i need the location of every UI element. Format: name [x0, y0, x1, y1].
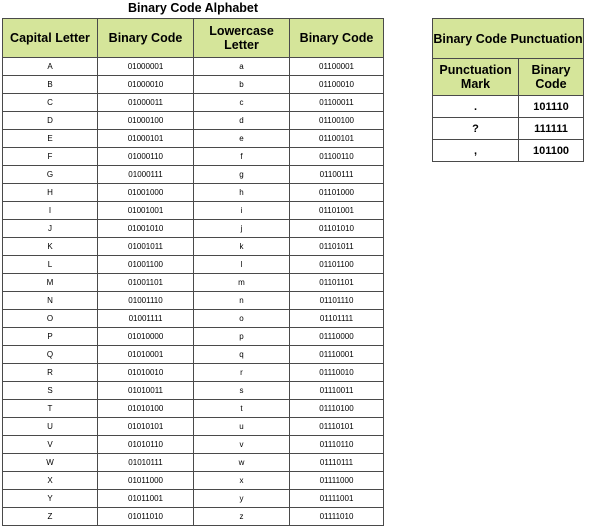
lowercase-letter-cell: r [194, 364, 290, 382]
table-row [3, 76, 384, 94]
table-row [3, 220, 384, 238]
lowercase-letter-cell: u [194, 418, 290, 436]
lowercase-letter-cell: v [194, 436, 290, 454]
table-row [3, 472, 384, 490]
binary-alphabet-table [2, 18, 384, 526]
table-row [3, 508, 384, 526]
lowercase-letter-cell: i [194, 202, 290, 220]
capital-binary-cell: 01011010 [98, 508, 194, 526]
header-punctuation-mark: Punctuation Mark [433, 59, 519, 96]
table-row [3, 436, 384, 454]
capital-binary-cell: 01000110 [98, 148, 194, 166]
lowercase-binary-cell: 01100001 [290, 58, 384, 76]
capital-binary-cell: 01010100 [98, 400, 194, 418]
capital-binary-cell: 01001011 [98, 238, 194, 256]
lowercase-letter-cell: h [194, 184, 290, 202]
capital-binary-cell: 01001010 [98, 220, 194, 238]
capital-binary-cell: 01000101 [98, 130, 194, 148]
lowercase-binary-cell: 01110010 [290, 364, 384, 382]
lowercase-letter-cell: t [194, 400, 290, 418]
table-row [3, 166, 384, 184]
lowercase-letter-cell: a [194, 58, 290, 76]
punctuation-mark-cell: ? [433, 118, 519, 140]
lowercase-letter-cell: o [194, 310, 290, 328]
capital-binary-cell: 01010011 [98, 382, 194, 400]
table-row [3, 346, 384, 364]
capital-letter-cell: C [3, 94, 98, 112]
punctuation-table-body [433, 96, 584, 162]
capital-binary-cell: 01000011 [98, 94, 194, 112]
lowercase-binary-cell: 01100011 [290, 94, 384, 112]
table-row [3, 418, 384, 436]
capital-letter-cell: K [3, 238, 98, 256]
lowercase-letter-cell: w [194, 454, 290, 472]
capital-binary-cell: 01010101 [98, 418, 194, 436]
table-row [3, 274, 384, 292]
punctuation-mark-cell: , [433, 140, 519, 162]
capital-binary-cell: 01000001 [98, 58, 194, 76]
lowercase-letter-cell: m [194, 274, 290, 292]
capital-binary-cell: 01001110 [98, 292, 194, 310]
lowercase-letter-cell: l [194, 256, 290, 274]
capital-letter-cell: Y [3, 490, 98, 508]
lowercase-letter-cell: b [194, 76, 290, 94]
punctuation-mark-cell: . [433, 96, 519, 118]
capital-binary-cell: 01000100 [98, 112, 194, 130]
lowercase-binary-cell: 01100100 [290, 112, 384, 130]
table-row [3, 184, 384, 202]
lowercase-binary-cell: 01110100 [290, 400, 384, 418]
capital-binary-cell: 01010110 [98, 436, 194, 454]
lowercase-letter-cell: s [194, 382, 290, 400]
capital-letter-cell: S [3, 382, 98, 400]
table-row [3, 328, 384, 346]
table-row [3, 454, 384, 472]
table-row [433, 140, 584, 162]
lowercase-letter-cell: j [194, 220, 290, 238]
lowercase-binary-cell: 01101010 [290, 220, 384, 238]
lowercase-letter-cell: e [194, 130, 290, 148]
capital-letter-cell: W [3, 454, 98, 472]
lowercase-letter-cell: x [194, 472, 290, 490]
table-row [433, 96, 584, 118]
lowercase-binary-cell: 01110001 [290, 346, 384, 364]
capital-letter-cell: Z [3, 508, 98, 526]
table-row [3, 130, 384, 148]
capital-letter-cell: H [3, 184, 98, 202]
lowercase-binary-cell: 01101011 [290, 238, 384, 256]
table-row [3, 148, 384, 166]
capital-binary-cell: 01011001 [98, 490, 194, 508]
capital-binary-cell: 01001000 [98, 184, 194, 202]
capital-binary-cell: 01010010 [98, 364, 194, 382]
capital-letter-cell: G [3, 166, 98, 184]
punctuation-title: Binary Code Punctuation [433, 19, 584, 59]
lowercase-binary-cell: 01101001 [290, 202, 384, 220]
capital-binary-cell: 01010001 [98, 346, 194, 364]
capital-letter-cell: T [3, 400, 98, 418]
capital-binary-cell: 01001101 [98, 274, 194, 292]
lowercase-binary-cell: 01101110 [290, 292, 384, 310]
lowercase-binary-cell: 01110011 [290, 382, 384, 400]
alphabet-title: Binary Code Alphabet [127, 1, 259, 15]
table-row [3, 238, 384, 256]
lowercase-letter-cell: k [194, 238, 290, 256]
lowercase-binary-cell: 01101101 [290, 274, 384, 292]
lowercase-binary-cell: 01110111 [290, 454, 384, 472]
capital-letter-cell: F [3, 148, 98, 166]
header-binary-code: Binary Code [98, 19, 194, 58]
capital-letter-cell: R [3, 364, 98, 382]
punctuation-binary-cell: 101100 [519, 140, 584, 162]
capital-letter-cell: E [3, 130, 98, 148]
punctuation-binary-cell: 111111 [519, 118, 584, 140]
table-row [433, 118, 584, 140]
capital-letter-cell: B [3, 76, 98, 94]
capital-letter-cell: O [3, 310, 98, 328]
table-row [3, 292, 384, 310]
lowercase-binary-cell: 01110101 [290, 418, 384, 436]
capital-letter-cell: D [3, 112, 98, 130]
lowercase-letter-cell: f [194, 148, 290, 166]
capital-binary-cell: 01011000 [98, 472, 194, 490]
header-binary-code: Binary Code [519, 59, 584, 96]
capital-binary-cell: 01010111 [98, 454, 194, 472]
lowercase-binary-cell: 01111001 [290, 490, 384, 508]
capital-binary-cell: 01001111 [98, 310, 194, 328]
capital-binary-cell: 01001001 [98, 202, 194, 220]
lowercase-binary-cell: 01110110 [290, 436, 384, 454]
capital-binary-cell: 01000010 [98, 76, 194, 94]
capital-letter-cell: A [3, 58, 98, 76]
lowercase-letter-cell: n [194, 292, 290, 310]
lowercase-letter-cell: z [194, 508, 290, 526]
lowercase-binary-cell: 01100110 [290, 148, 384, 166]
capital-letter-cell: M [3, 274, 98, 292]
header-binary-code: Binary Code [290, 19, 384, 58]
lowercase-binary-cell: 01101100 [290, 256, 384, 274]
lowercase-binary-cell: 01111010 [290, 508, 384, 526]
table-row [3, 400, 384, 418]
table-row [3, 94, 384, 112]
capital-letter-cell: P [3, 328, 98, 346]
lowercase-letter-cell: c [194, 94, 290, 112]
table-row [3, 58, 384, 76]
alphabet-table-body [3, 58, 384, 526]
capital-letter-cell: I [3, 202, 98, 220]
capital-letter-cell: Q [3, 346, 98, 364]
capital-letter-cell: N [3, 292, 98, 310]
table-row [3, 202, 384, 220]
lowercase-letter-cell: y [194, 490, 290, 508]
lowercase-letter-cell: p [194, 328, 290, 346]
table-row [3, 310, 384, 328]
capital-letter-cell: L [3, 256, 98, 274]
lowercase-binary-cell: 01100010 [290, 76, 384, 94]
table-row [3, 382, 384, 400]
table-row [3, 112, 384, 130]
lowercase-binary-cell: 01111000 [290, 472, 384, 490]
capital-letter-cell: U [3, 418, 98, 436]
capital-binary-cell: 01010000 [98, 328, 194, 346]
capital-letter-cell: X [3, 472, 98, 490]
lowercase-binary-cell: 01101000 [290, 184, 384, 202]
table-row [3, 364, 384, 382]
lowercase-binary-cell: 01101111 [290, 310, 384, 328]
lowercase-letter-cell: d [194, 112, 290, 130]
capital-letter-cell: V [3, 436, 98, 454]
lowercase-letter-cell: q [194, 346, 290, 364]
lowercase-letter-cell: g [194, 166, 290, 184]
table-row [3, 256, 384, 274]
capital-letter-cell: J [3, 220, 98, 238]
lowercase-binary-cell: 01100111 [290, 166, 384, 184]
binary-punctuation-table [432, 18, 584, 162]
capital-binary-cell: 01001100 [98, 256, 194, 274]
header-lowercase-letter: Lowercase Letter [194, 19, 290, 58]
capital-binary-cell: 01000111 [98, 166, 194, 184]
lowercase-binary-cell: 01100101 [290, 130, 384, 148]
punctuation-binary-cell: 101110 [519, 96, 584, 118]
header-capital-letter: Capital Letter [3, 19, 98, 58]
lowercase-binary-cell: 01110000 [290, 328, 384, 346]
table-row [3, 490, 384, 508]
